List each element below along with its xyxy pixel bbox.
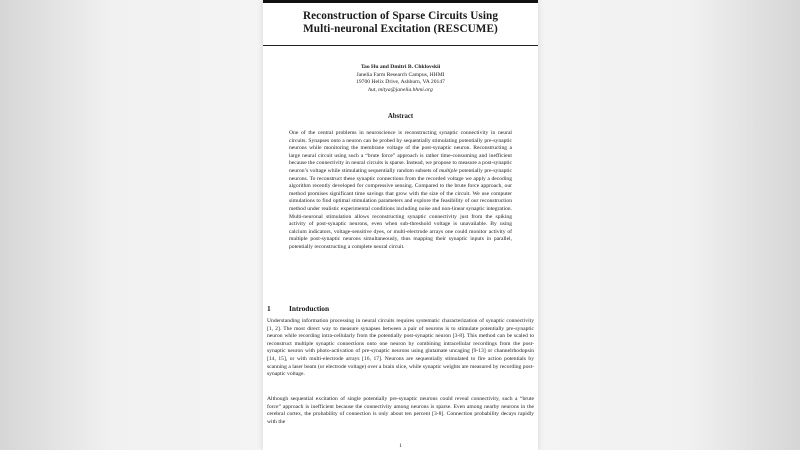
- intro-paragraph-2: Although sequential excitation of single potentially pre-synaptic neurons could reveal connectivity, such a “brute force” approach is inefficient because the connectivity among neurons is sparse. Even among nearby neurons in the cerebral cortex, the probability of connection is only about ten percent [3-8]. Connection probability decays rapidly with the: [267, 396, 534, 425]
- affiliation: Janelia Farm Research Campus, HHMI: [356, 71, 445, 78]
- author-block: [263, 64, 538, 94]
- top-rule: [263, 0, 538, 3]
- page-number: 1: [399, 443, 402, 449]
- abstract-emphasis: multiple: [439, 167, 458, 174]
- address: 19700 Helix Drive, Ashburn, VA 20147: [356, 79, 445, 86]
- email: hut, mitya@janelia.hhmi.org: [368, 86, 433, 93]
- section-number: 1: [267, 304, 271, 313]
- intro-paragraph-1: Understanding information processing in neural circuits requires systematic characterization of synaptic connectivity [1, 2]. The most direct way to measure synapses between a pair of neurons is to stimulate potentially pre-synaptic neuron while recording intra-cellularly from the potentially post-synaptic neuron [3-8]. This method can be scaled to reconstruct multiple synaptic connections onto one neuron by combining intracellular recordings from the post-synaptic neuron with photo-activation of pre-synaptic neurons using glutamate uncaging [9-13] or channelrhodopsin [14, 15], or with multi-electrode arrays [16, 17]. Neurons are sequentially stimulated to fire action potentials by scanning a laser beam (or electrode voltage) over a brain slice, while synaptic weights are measured by recording post-synaptic voltage.: [267, 318, 534, 378]
- paper-page: [263, 0, 538, 450]
- section-title: Introduction: [289, 304, 330, 313]
- section-heading-introduction: [267, 304, 534, 313]
- title-line-2: Multi-neuronal Excitation (RESCUME): [303, 23, 498, 35]
- abstract-part-2: potentially pre-synaptic neurons. To reconstruct these synaptic connections from the recorded voltage we apply a decoding algorithm recently developed for compressive sensing. Compared to the brute force approach, our method promises significant time savings that grow with the size of the circuit. We use computer simulations to find optimal stimulation parameters and explore the feasibility of our reconstruction method under realistic experimental conditions including noise and non-linear synaptic integration. Multi-neuronal stimulation allows reconstructing synaptic connectivity just from the spiking activity of post-synaptic neurons, even when sub-threshold voltage is unavailable. By using calcium indicators, voltage-sensitive dyes, or multi-electrode arrays one could monitor activity of multiple post-synaptic neurons simultaneously, thus mapping their synaptic inputs in parallel, potentially reconstructing a complete neural circuit.: [289, 167, 512, 250]
- title-rule: [263, 45, 538, 46]
- paper-title: [263, 10, 538, 36]
- abstract-heading: Abstract: [387, 113, 414, 120]
- abstract-text: [289, 130, 512, 252]
- author-names: Tao Hu and Dmitri B. Chklovskii: [360, 64, 441, 70]
- title-line-1: Reconstruction of Sparse Circuits Using: [302, 10, 499, 22]
- abstract-part-1: One of the central problems in neuroscience is reconstructing synaptic connectivity in neural circuits. Synapses onto a neuron can be probed by sequentially stimulating potentially pre-synaptic neurons while monitoring the membrane voltage of the post-synaptic neuron. Reconstructing a large neural circuit using such a “brute force” approach is rather time-consuming and inefficient because the connectivity in neural circuits is sparse. Instead, we propose to measure a post-synaptic neuron’s voltage while stimulating sequentially random subsets of: [289, 130, 512, 174]
